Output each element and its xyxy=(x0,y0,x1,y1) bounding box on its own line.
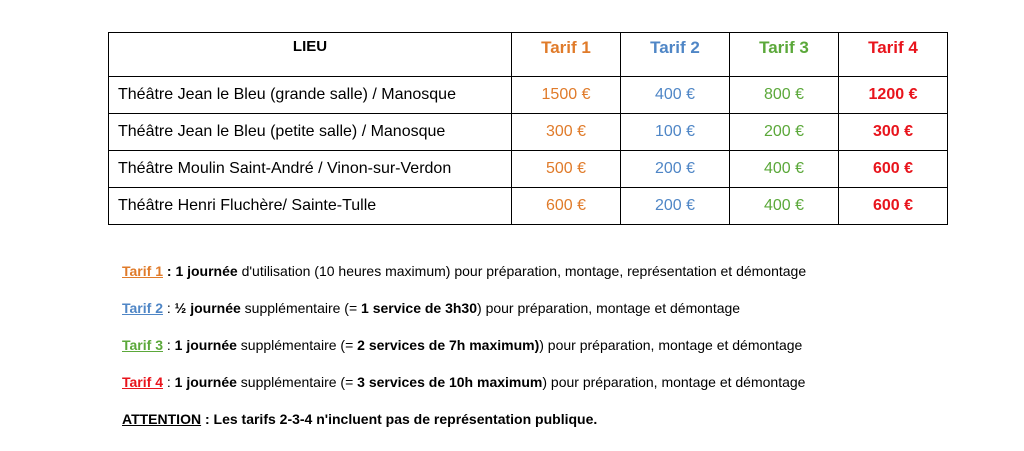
note-key-tarif-2: Tarif 2 xyxy=(122,300,163,316)
cell-tarif-2: 400 € xyxy=(621,77,730,114)
note-sep: : xyxy=(162,300,175,316)
table-header-row xyxy=(109,33,948,77)
cell-tarif-2: 200 € xyxy=(621,188,730,225)
cell-tarif-4: 1200 € xyxy=(839,77,948,114)
table-row xyxy=(109,114,948,151)
note-tarif-3 xyxy=(122,336,806,373)
tarif-notes xyxy=(122,262,806,428)
cell-tarif-1: 500 € xyxy=(512,151,621,188)
note-text: supplémentaire (= xyxy=(236,374,358,390)
note-text: supplémentaire (= xyxy=(240,300,362,316)
cell-lieu: Théâtre Jean le Bleu (grande salle) / Manosque xyxy=(109,77,512,114)
cell-lieu: Théâtre Moulin Saint-André / Vinon-sur-Verdon xyxy=(109,151,512,188)
note-tarif-2 xyxy=(122,299,806,336)
header-tarif-4: Tarif 4 xyxy=(839,33,948,77)
note-sep: : xyxy=(162,374,175,390)
cell-lieu: Théâtre Henri Fluchère/ Sainte-Tulle xyxy=(109,188,512,225)
attention-text: : Les tarifs 2-3-4 n'incluent pas de représentation publique. xyxy=(201,411,598,427)
note-bold: 1 service de 3h30 xyxy=(361,300,478,316)
header-lieu: LIEU xyxy=(109,33,512,77)
note-text: ) pour préparation, montage et démontage xyxy=(477,300,741,316)
cell-tarif-2: 200 € xyxy=(621,151,730,188)
header-tarif-3: Tarif 3 xyxy=(730,33,839,77)
note-text: ) pour préparation, montage et démontage xyxy=(542,374,806,390)
header-tarif-1: Tarif 1 xyxy=(512,33,621,77)
cell-tarif-2: 100 € xyxy=(621,114,730,151)
note-bold: 1 journée xyxy=(174,337,237,353)
cell-tarif-4: 300 € xyxy=(839,114,948,151)
cell-tarif-1: 1500 € xyxy=(512,77,621,114)
note-text: ) pour préparation, montage et démontage xyxy=(539,337,803,353)
note-text: d'utilisation (10 heures maximum) pour préparation, montage, représentation et démontage xyxy=(237,263,807,279)
note-bold: 2 services de 7h maximum) xyxy=(357,337,540,353)
header-tarif-2: Tarif 2 xyxy=(621,33,730,77)
tarifs-table xyxy=(108,32,948,225)
note-bold: 1 journée xyxy=(174,374,237,390)
cell-tarif-3: 200 € xyxy=(730,114,839,151)
attention-key: ATTENTION xyxy=(122,411,202,427)
cell-tarif-3: 400 € xyxy=(730,188,839,225)
table-row xyxy=(109,151,948,188)
note-sep: : xyxy=(162,337,175,353)
note-tarif-1 xyxy=(122,262,806,299)
table-row xyxy=(109,77,948,114)
note-bold: 3 services de 10h maximum xyxy=(357,374,543,390)
attention-note xyxy=(122,410,806,428)
cell-tarif-1: 600 € xyxy=(512,188,621,225)
note-bold: ½ journée xyxy=(174,300,241,316)
cell-tarif-3: 800 € xyxy=(730,77,839,114)
cell-lieu: Théâtre Jean le Bleu (petite salle) / Manosque xyxy=(109,114,512,151)
note-sep: : xyxy=(162,263,176,279)
cell-tarif-1: 300 € xyxy=(512,114,621,151)
note-key-tarif-4: Tarif 4 xyxy=(122,374,163,390)
note-key-tarif-3: Tarif 3 xyxy=(122,337,163,353)
note-tarif-4 xyxy=(122,373,806,410)
cell-tarif-4: 600 € xyxy=(839,151,948,188)
note-text: supplémentaire (= xyxy=(236,337,358,353)
cell-tarif-3: 400 € xyxy=(730,151,839,188)
table-row xyxy=(109,188,948,225)
cell-tarif-4: 600 € xyxy=(839,188,948,225)
note-bold: 1 journée xyxy=(175,263,238,279)
note-key-tarif-1: Tarif 1 xyxy=(122,263,163,279)
